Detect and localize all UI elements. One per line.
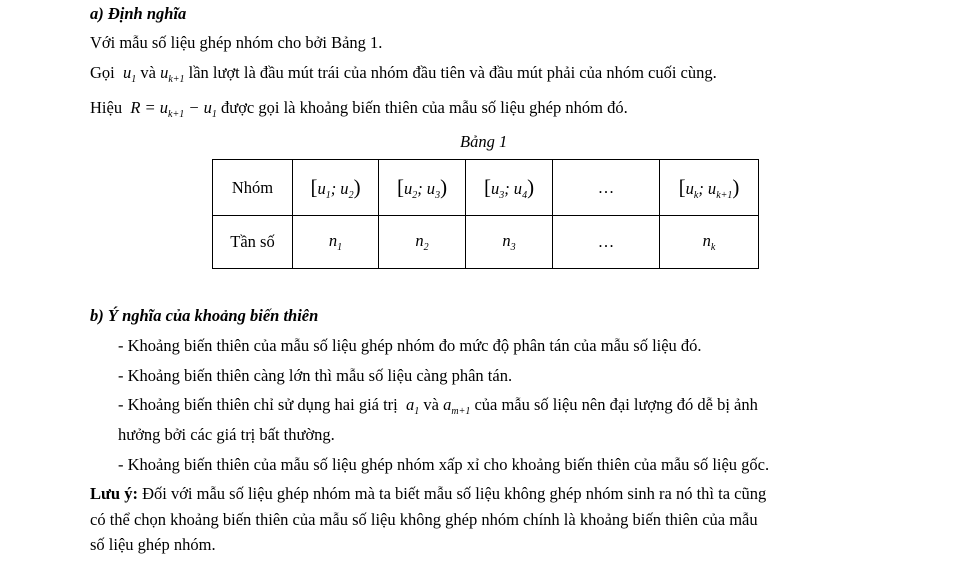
math-a1: $a_1$ xyxy=(401,395,420,417)
meaning-bullet-2: - Khoảng biến thiên càng lớn thì mẫu số liệu càng phân tán. xyxy=(118,366,513,385)
note-text-1: Đối với mẫu số liệu ghép nhóm mà ta biết mẫu số liệu không ghép nhóm sinh ra nó thì ta cũng xyxy=(142,484,767,503)
note-line-3: số liệu ghép nhóm. xyxy=(90,535,216,554)
note-line-2: có thể chọn khoảng biến thiên của mẫu số liệu không ghép nhóm chính là khoảng biến thiên của mẫu xyxy=(90,510,758,529)
freq-cell-2: $n_2$ xyxy=(379,216,466,269)
data-table xyxy=(212,159,759,269)
freq-cell-3: $n_3$ xyxy=(466,216,553,269)
freq-cell-k: $n_k$ xyxy=(660,216,759,269)
math-uk1: $u_{k+1}$ xyxy=(160,63,185,85)
math-am1: $a_{m+1}$ xyxy=(443,395,471,417)
bullet3-suffix: của mẫu số liệu nên đại lượng đó dễ bị ảnh xyxy=(474,395,758,414)
line2-prefix: Gọi xyxy=(90,63,115,82)
note-line-1 xyxy=(90,484,766,504)
row-header-frequency: Tần số xyxy=(213,216,293,269)
bullet3-mid: và xyxy=(423,395,439,414)
bullet3-prefix: - Khoảng biến thiên chỉ sử dụng hai giá trị xyxy=(118,395,398,414)
freq-cell-1: $n_1$ xyxy=(293,216,379,269)
line2-mid: và xyxy=(140,63,156,82)
table-caption: Bảng 1 xyxy=(460,132,508,151)
definition-line-3 xyxy=(90,98,628,125)
row-header-groups: Nhóm xyxy=(213,160,293,216)
group-cell-1: [$u_1$; $u_2$) xyxy=(293,160,379,216)
section-a-heading: a) Định nghĩa xyxy=(90,4,187,23)
line2-suffix: lần lượt là đầu mút trái của nhóm đầu tiên và đầu mút phải của nhóm cuối cùng. xyxy=(188,63,717,82)
meaning-bullet-3-cont: hưởng bởi các giá trị bất thường. xyxy=(118,425,335,444)
freq-cell-ellipsis: … xyxy=(553,216,660,269)
group-cell-k: [$u_k$; $u_{k+1}$) xyxy=(660,160,759,216)
math-u1: $u_1$ xyxy=(118,63,137,85)
group-cell-3: [$u_3$; $u_4$) xyxy=(466,160,553,216)
definition-line-2 xyxy=(90,63,717,90)
math-range-formula: $R = u_{k+1} - u_1$ xyxy=(126,98,217,120)
meaning-bullet-3 xyxy=(118,395,758,422)
table-row-frequency xyxy=(213,216,759,269)
note-label: Lưu ý: xyxy=(90,484,138,503)
group-cell-2: [$u_2$; $u_3$) xyxy=(379,160,466,216)
table-row-groups xyxy=(213,160,759,216)
group-cell-ellipsis: … xyxy=(553,160,660,216)
line3-suffix: được gọi là khoảng biến thiên của mẫu số liệu ghép nhóm đó. xyxy=(221,98,628,117)
line3-prefix: Hiệu xyxy=(90,98,123,117)
meaning-bullet-4: - Khoảng biến thiên của mẫu số liệu ghép nhóm xấp xỉ cho khoảng biến thiên của mẫu số liệu gốc. xyxy=(118,455,770,474)
meaning-bullet-1: - Khoảng biến thiên của mẫu số liệu ghép nhóm đo mức độ phân tán của mẫu số liệu đó. xyxy=(118,336,702,355)
section-b-heading: b) Ý nghĩa của khoảng biến thiên xyxy=(90,306,319,325)
definition-line-1: Với mẫu số liệu ghép nhóm cho bởi Bảng 1. xyxy=(90,33,383,52)
